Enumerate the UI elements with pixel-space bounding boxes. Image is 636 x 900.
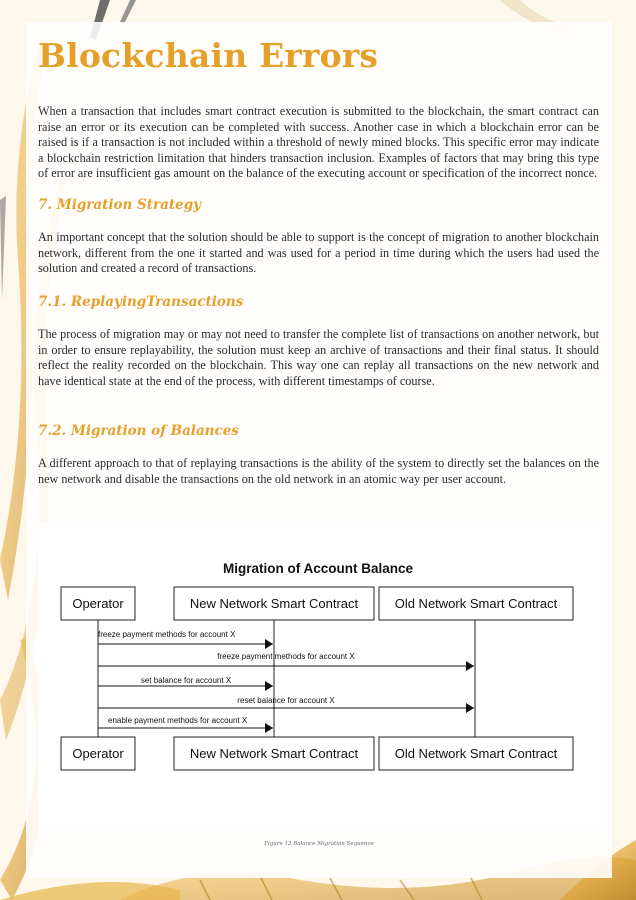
message-label: freeze payment methods for account X (217, 652, 355, 661)
participant-new-network-top (174, 587, 374, 620)
message-label: reset balance for account X (237, 696, 335, 705)
participant-label: Old Network Smart Contract (394, 746, 558, 761)
message-label: freeze payment methods for account X (98, 630, 236, 639)
participant-old-network-bottom (379, 737, 573, 770)
document-page (26, 22, 612, 878)
section-body-migration-strategy: An important concept that the solution should be able to support is the concept of migration to another blockchain network, different from the one it started and was used for a period in time during which the users had used the solution and created a record of transactions. (38, 230, 599, 276)
page-title: Blockchain Errors (38, 36, 379, 75)
intro-paragraph: When a transaction that includes smart contract execution is submitted to the blockchain, the smart contract can raise an error or its execution can be completed with success. Another case in which a blockchain error can be raised is if a transaction is not included within a threshold of newly mined blocks. This specific error may indicate a blockchain restriction limitation that hinders transaction inclusion. Examples of factors that may bring this type of error are insufficient gas amount on the balance of the executing account or specification of the incorrect nonce. (38, 104, 599, 181)
message-label: enable payment methods for account X (108, 716, 248, 725)
participant-label: New Network Smart Contract (189, 596, 359, 611)
message-5 (98, 716, 273, 728)
sequence-diagram (38, 523, 599, 827)
figure-caption: Figure 12 Balance Migration Sequence (264, 841, 374, 847)
message-4 (98, 696, 474, 708)
sequence-diagram-figure (38, 523, 599, 827)
participant-label: Operator (72, 746, 124, 761)
message-1 (98, 630, 273, 644)
section-heading-replaying-transactions: 7.1. ReplayingTransactions (38, 294, 244, 310)
section-heading-migration-strategy: 7. Migration Strategy (38, 197, 202, 213)
participant-new-network-bottom (174, 737, 374, 770)
participant-operator-bottom (61, 737, 135, 770)
message-3 (98, 676, 273, 686)
section-body-migration-of-balances: A different approach to that of replaying transactions is the ability of the system to directly set the balances on the new network and disable the transactions on the old network in an atomic way per user account. (38, 456, 599, 486)
section-body-replaying-transactions: The process of migration may or may not need to transfer the complete list of transactions on another network, but in order to ensure replayability, the solution must keep an archive of transactions and their final status. It should reflect the reality recorded on the blockchain. This way one can replay all transactions on the new network and have identical state at the end of the process, with different timestamps of course. (38, 327, 599, 388)
participant-label: Operator (72, 596, 124, 611)
participant-label: Old Network Smart Contract (394, 596, 558, 611)
participant-label: New Network Smart Contract (189, 746, 359, 761)
message-2 (98, 652, 474, 666)
diagram-title: Migration of Account Balance (222, 561, 414, 576)
message-label: set balance for account X (140, 676, 232, 685)
participant-old-network-top (379, 587, 573, 620)
section-heading-migration-of-balances: 7.2. Migration of Balances (38, 423, 239, 439)
participant-operator-top (61, 587, 135, 620)
